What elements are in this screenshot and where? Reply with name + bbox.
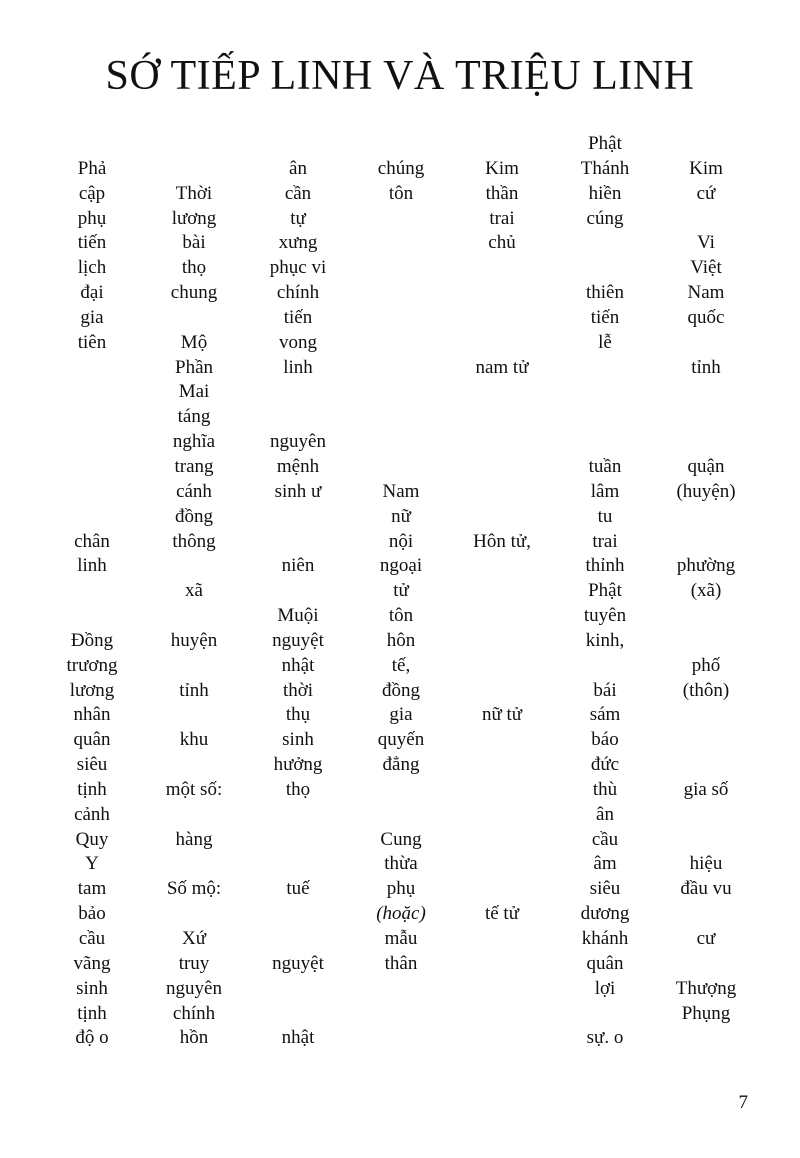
column-line: bái xyxy=(593,679,617,701)
column-line: quyến xyxy=(377,729,425,751)
column-line: xưng xyxy=(278,232,318,254)
column-7 xyxy=(636,132,776,1026)
column-line: hiền xyxy=(588,182,622,204)
column-line: chúng xyxy=(377,157,425,179)
column-line: Phật xyxy=(588,580,622,602)
column-line: cầu xyxy=(78,928,106,949)
column-line: trai xyxy=(592,530,618,552)
column-line xyxy=(636,703,776,728)
column-line: tu xyxy=(597,505,613,527)
column-line: chân xyxy=(74,530,110,552)
column-line: vong xyxy=(279,331,317,353)
column-line: quốc xyxy=(687,306,725,328)
column-line: khu xyxy=(179,729,209,751)
column-line: hiệu xyxy=(689,853,723,875)
column-line: tế tử xyxy=(484,903,520,925)
column-line: Kim xyxy=(485,157,519,179)
column-line: linh xyxy=(283,356,313,378)
column-line: cập xyxy=(78,182,106,204)
column-line: Phụng xyxy=(681,1002,731,1024)
column-line: dương xyxy=(580,903,630,925)
column-line: gia xyxy=(80,306,104,328)
column-line: sinh xyxy=(282,729,314,751)
column-line: tịnh xyxy=(77,1002,107,1024)
column-line: nguyệt xyxy=(272,952,324,974)
column-line: truy xyxy=(178,952,210,974)
column-line: Thời xyxy=(175,182,213,204)
page-number: 7 xyxy=(738,1092,748,1113)
column-line: tam xyxy=(77,878,107,900)
column-line: đầu vu xyxy=(680,878,732,900)
column-line: sinh xyxy=(76,977,108,999)
column-line: siêu xyxy=(589,878,621,900)
column-line: tỉnh xyxy=(179,679,209,701)
column-line: tế, xyxy=(391,654,411,676)
column-line: Nam xyxy=(687,282,725,304)
column-line xyxy=(636,207,776,232)
column-line: quận xyxy=(687,455,725,477)
column-line: nữ xyxy=(391,505,411,527)
column-line: nguyên xyxy=(270,431,326,453)
column-line: Phần xyxy=(175,356,213,378)
column-line: thỉnh xyxy=(585,555,625,577)
column-line: hưởng xyxy=(273,754,323,776)
column-line: (thôn) xyxy=(682,679,730,701)
column-line: Phả xyxy=(77,157,107,179)
column-line: phục vi xyxy=(269,257,327,279)
column-line: chung xyxy=(170,282,218,304)
column-line: tử xyxy=(393,580,409,602)
column-line: âm xyxy=(593,853,617,875)
column-line: Việt xyxy=(690,257,722,279)
column-line: khánh xyxy=(581,928,629,949)
column-line xyxy=(636,331,776,356)
column-line: Hôn tử, xyxy=(473,530,531,552)
column-line: Vi xyxy=(697,232,715,254)
column-line: phố xyxy=(691,654,721,676)
column-line: hôn xyxy=(386,629,416,651)
column-line: Nam xyxy=(382,480,420,502)
column-line: Đồng xyxy=(70,629,114,651)
column-line: (xã) xyxy=(690,580,722,602)
column-line: nữ tử xyxy=(481,704,523,726)
column-line: bảo xyxy=(78,903,106,925)
column-line: hồn xyxy=(179,1027,209,1049)
column-line: lương xyxy=(69,679,115,701)
column-line: thông xyxy=(172,530,216,552)
column-line: tiến xyxy=(77,232,107,254)
column-line: kinh, xyxy=(585,629,625,651)
column-line: lâm xyxy=(590,480,620,502)
column-line: (huyện) xyxy=(676,480,736,502)
column-line: Cung xyxy=(380,828,422,850)
column-line: cúng xyxy=(586,207,624,229)
column-line xyxy=(636,405,776,430)
column-line xyxy=(228,977,368,1002)
page-title: SỚ TIẾP LINH VÀ TRIỆU LINH xyxy=(105,53,695,99)
column-line: cánh xyxy=(176,480,212,502)
column-line: linh xyxy=(77,555,107,577)
column-line: thù xyxy=(592,778,618,800)
column-line: phụ xyxy=(77,207,107,229)
column-line: táng xyxy=(177,406,211,428)
column-line: đồng xyxy=(382,679,420,701)
column-line: cứ xyxy=(696,182,716,204)
column-line: sám xyxy=(589,704,621,726)
column-line: thân xyxy=(384,952,418,974)
column-line: chính xyxy=(172,1002,216,1024)
column-line: nội xyxy=(388,530,414,552)
column-line: tiên xyxy=(77,331,107,353)
column-line: (hoặc) xyxy=(376,903,426,925)
column-line: đức xyxy=(590,754,620,776)
column-line: sinh ư xyxy=(274,480,322,502)
column-line: cần xyxy=(284,182,312,204)
column-line: nguyên xyxy=(166,977,222,999)
column-line: chính xyxy=(276,282,320,304)
column-line: thiên xyxy=(586,282,624,304)
column-line: vãng xyxy=(73,952,111,974)
column-line: Quy xyxy=(75,828,109,850)
column-line xyxy=(636,902,776,927)
column-line: ân xyxy=(289,157,307,179)
column-line: cảnh xyxy=(74,803,110,825)
column-line: quân xyxy=(73,729,111,751)
column-line: Số mộ: xyxy=(166,878,222,900)
column-line xyxy=(636,753,776,778)
column-line: Kim xyxy=(689,157,723,179)
column-line: thụ xyxy=(285,704,311,726)
column-line: lịch xyxy=(77,257,107,279)
column-line: chủ xyxy=(488,232,516,254)
column-line xyxy=(636,505,776,530)
column-line xyxy=(636,728,776,753)
column-line: trương xyxy=(66,654,118,676)
column-line: thọ xyxy=(181,257,207,279)
column-line: gia số xyxy=(683,778,729,800)
column-line: Y xyxy=(85,853,99,875)
column-line: cư xyxy=(696,928,716,949)
column-line: thời xyxy=(282,679,314,701)
column-line: bài xyxy=(182,232,206,254)
column-line: Mộ xyxy=(180,331,208,353)
column-line: báo xyxy=(591,729,619,751)
column-line: thừa xyxy=(384,853,418,875)
column-line: phụ xyxy=(386,878,416,900)
column-line: tiến xyxy=(590,306,620,328)
column-line: sự. o xyxy=(586,1027,624,1049)
column-line xyxy=(636,380,776,405)
column-line: ngoại xyxy=(379,555,423,577)
column-line: tiến xyxy=(283,306,313,328)
column-line: trang xyxy=(174,455,214,477)
column-line xyxy=(636,530,776,555)
column-line: tôn xyxy=(388,182,414,204)
column-line: thần xyxy=(485,182,519,204)
column-line: phường xyxy=(676,555,736,577)
column-line: tuế xyxy=(286,878,310,900)
column-line: gia xyxy=(389,704,413,726)
column-line: ân xyxy=(596,803,614,825)
column-line: một số: xyxy=(165,778,223,800)
column-line: cầu xyxy=(591,828,619,850)
column-line: tôn xyxy=(388,605,414,627)
column-line: tuần xyxy=(588,455,622,477)
column-line: Xứ xyxy=(181,928,207,949)
column-line: nhân xyxy=(73,704,111,726)
column-line xyxy=(636,629,776,654)
column-line: tịnh xyxy=(77,778,107,800)
column-line: nguyệt xyxy=(272,629,324,651)
column-line xyxy=(636,132,776,157)
column-line: tuyên xyxy=(583,605,627,627)
column-line: siêu xyxy=(76,754,108,776)
column-line: đại xyxy=(80,282,104,304)
column-line xyxy=(636,604,776,629)
column-line: thọ xyxy=(285,778,311,800)
column-line xyxy=(636,952,776,977)
column-line: lương xyxy=(171,207,217,229)
column-line: Thượng xyxy=(675,977,737,999)
column-line xyxy=(636,803,776,828)
column-line: Muội xyxy=(277,605,319,627)
column-line xyxy=(636,430,776,455)
column-line: độ o xyxy=(75,1027,109,1049)
column-line: Phật xyxy=(588,133,622,154)
column-line: Thánh xyxy=(580,157,630,179)
column-line: tự xyxy=(290,207,306,229)
column-line: mệnh xyxy=(276,455,320,477)
column-line xyxy=(228,1002,368,1027)
column-line: lợi xyxy=(594,977,616,999)
column-line: nhật xyxy=(281,1027,315,1049)
column-line: huyện xyxy=(170,629,218,651)
column-line: tỉnh xyxy=(691,356,721,378)
column-line: mẫu xyxy=(384,928,418,949)
column-line: lễ xyxy=(598,331,612,353)
column-line: đẳng xyxy=(382,754,420,776)
column-line: nam tử xyxy=(475,356,529,378)
column-line: đồng xyxy=(175,505,213,527)
column-line xyxy=(636,828,776,853)
column-line: nhật xyxy=(281,654,315,676)
column-line: xã xyxy=(185,580,203,602)
column-line: niên xyxy=(281,555,315,577)
column-line: quân xyxy=(586,952,624,974)
column-line: nghĩa xyxy=(172,431,216,453)
column-line: trai xyxy=(489,207,515,229)
column-line: hàng xyxy=(175,828,213,850)
column-line: Mai xyxy=(178,381,210,403)
